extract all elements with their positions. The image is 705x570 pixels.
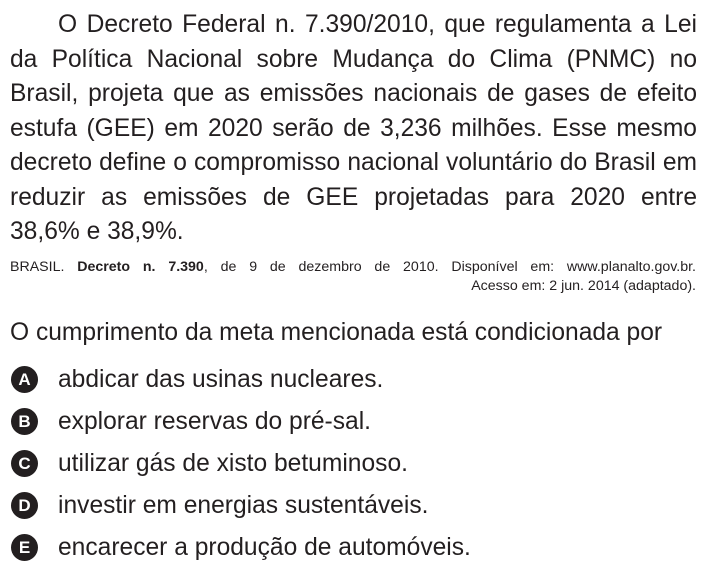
- question-stem: O cumprimento da meta mencionada está condicionada por: [10, 318, 663, 346]
- option-c-text: utilizar gás de xisto betuminoso.: [58, 449, 408, 477]
- option-e[interactable]: [10, 527, 697, 569]
- option-c-letter-badge: C: [11, 450, 38, 477]
- option-b-text: explorar reservas do pré-sal.: [58, 407, 372, 435]
- option-a-text: abdicar das usinas nucleares.: [58, 365, 384, 393]
- citation-details: , de 9 de dezembro de 2010. Disponível em: www.planalto.gov.br.: [203, 258, 696, 275]
- option-c[interactable]: [10, 443, 697, 485]
- option-d-letter-badge: D: [11, 492, 38, 519]
- citation-line-1: [10, 258, 696, 277]
- passage-text: O Decreto Federal n. 7.390/2010, que regulamenta a Lei da Política Nacional sobre Mudança do Clima (PNMC) no Brasil, projeta que as emissões nacionais de gases de efeito estufa (GEE) em 2020 serão de 3,236 milhões. Esse mesmo decreto define o compromisso nacional voluntário do Brasil em reduzir as emissões de GEE projetadas para 2020 entre 38,6% e 38,9%.: [10, 11, 697, 245]
- option-e-letter-badge: E: [11, 534, 38, 561]
- citation-line-2: Acesso em: 2 jun. 2014 (adaptado).: [471, 277, 696, 294]
- answer-options: [10, 359, 697, 569]
- option-b-letter-badge: B: [11, 408, 38, 435]
- option-e-text: encarecer a produção de automóveis.: [58, 533, 471, 561]
- citation-title: Decreto n. 7.390: [77, 258, 204, 275]
- citation-prefix: BRASIL.: [10, 258, 78, 275]
- source-citation: [10, 258, 697, 296]
- option-b[interactable]: [10, 401, 697, 443]
- option-d[interactable]: [10, 485, 697, 527]
- option-a-letter-badge: A: [11, 366, 38, 393]
- option-d-text: investir em energias sustentáveis.: [58, 491, 429, 519]
- option-a[interactable]: [10, 359, 697, 401]
